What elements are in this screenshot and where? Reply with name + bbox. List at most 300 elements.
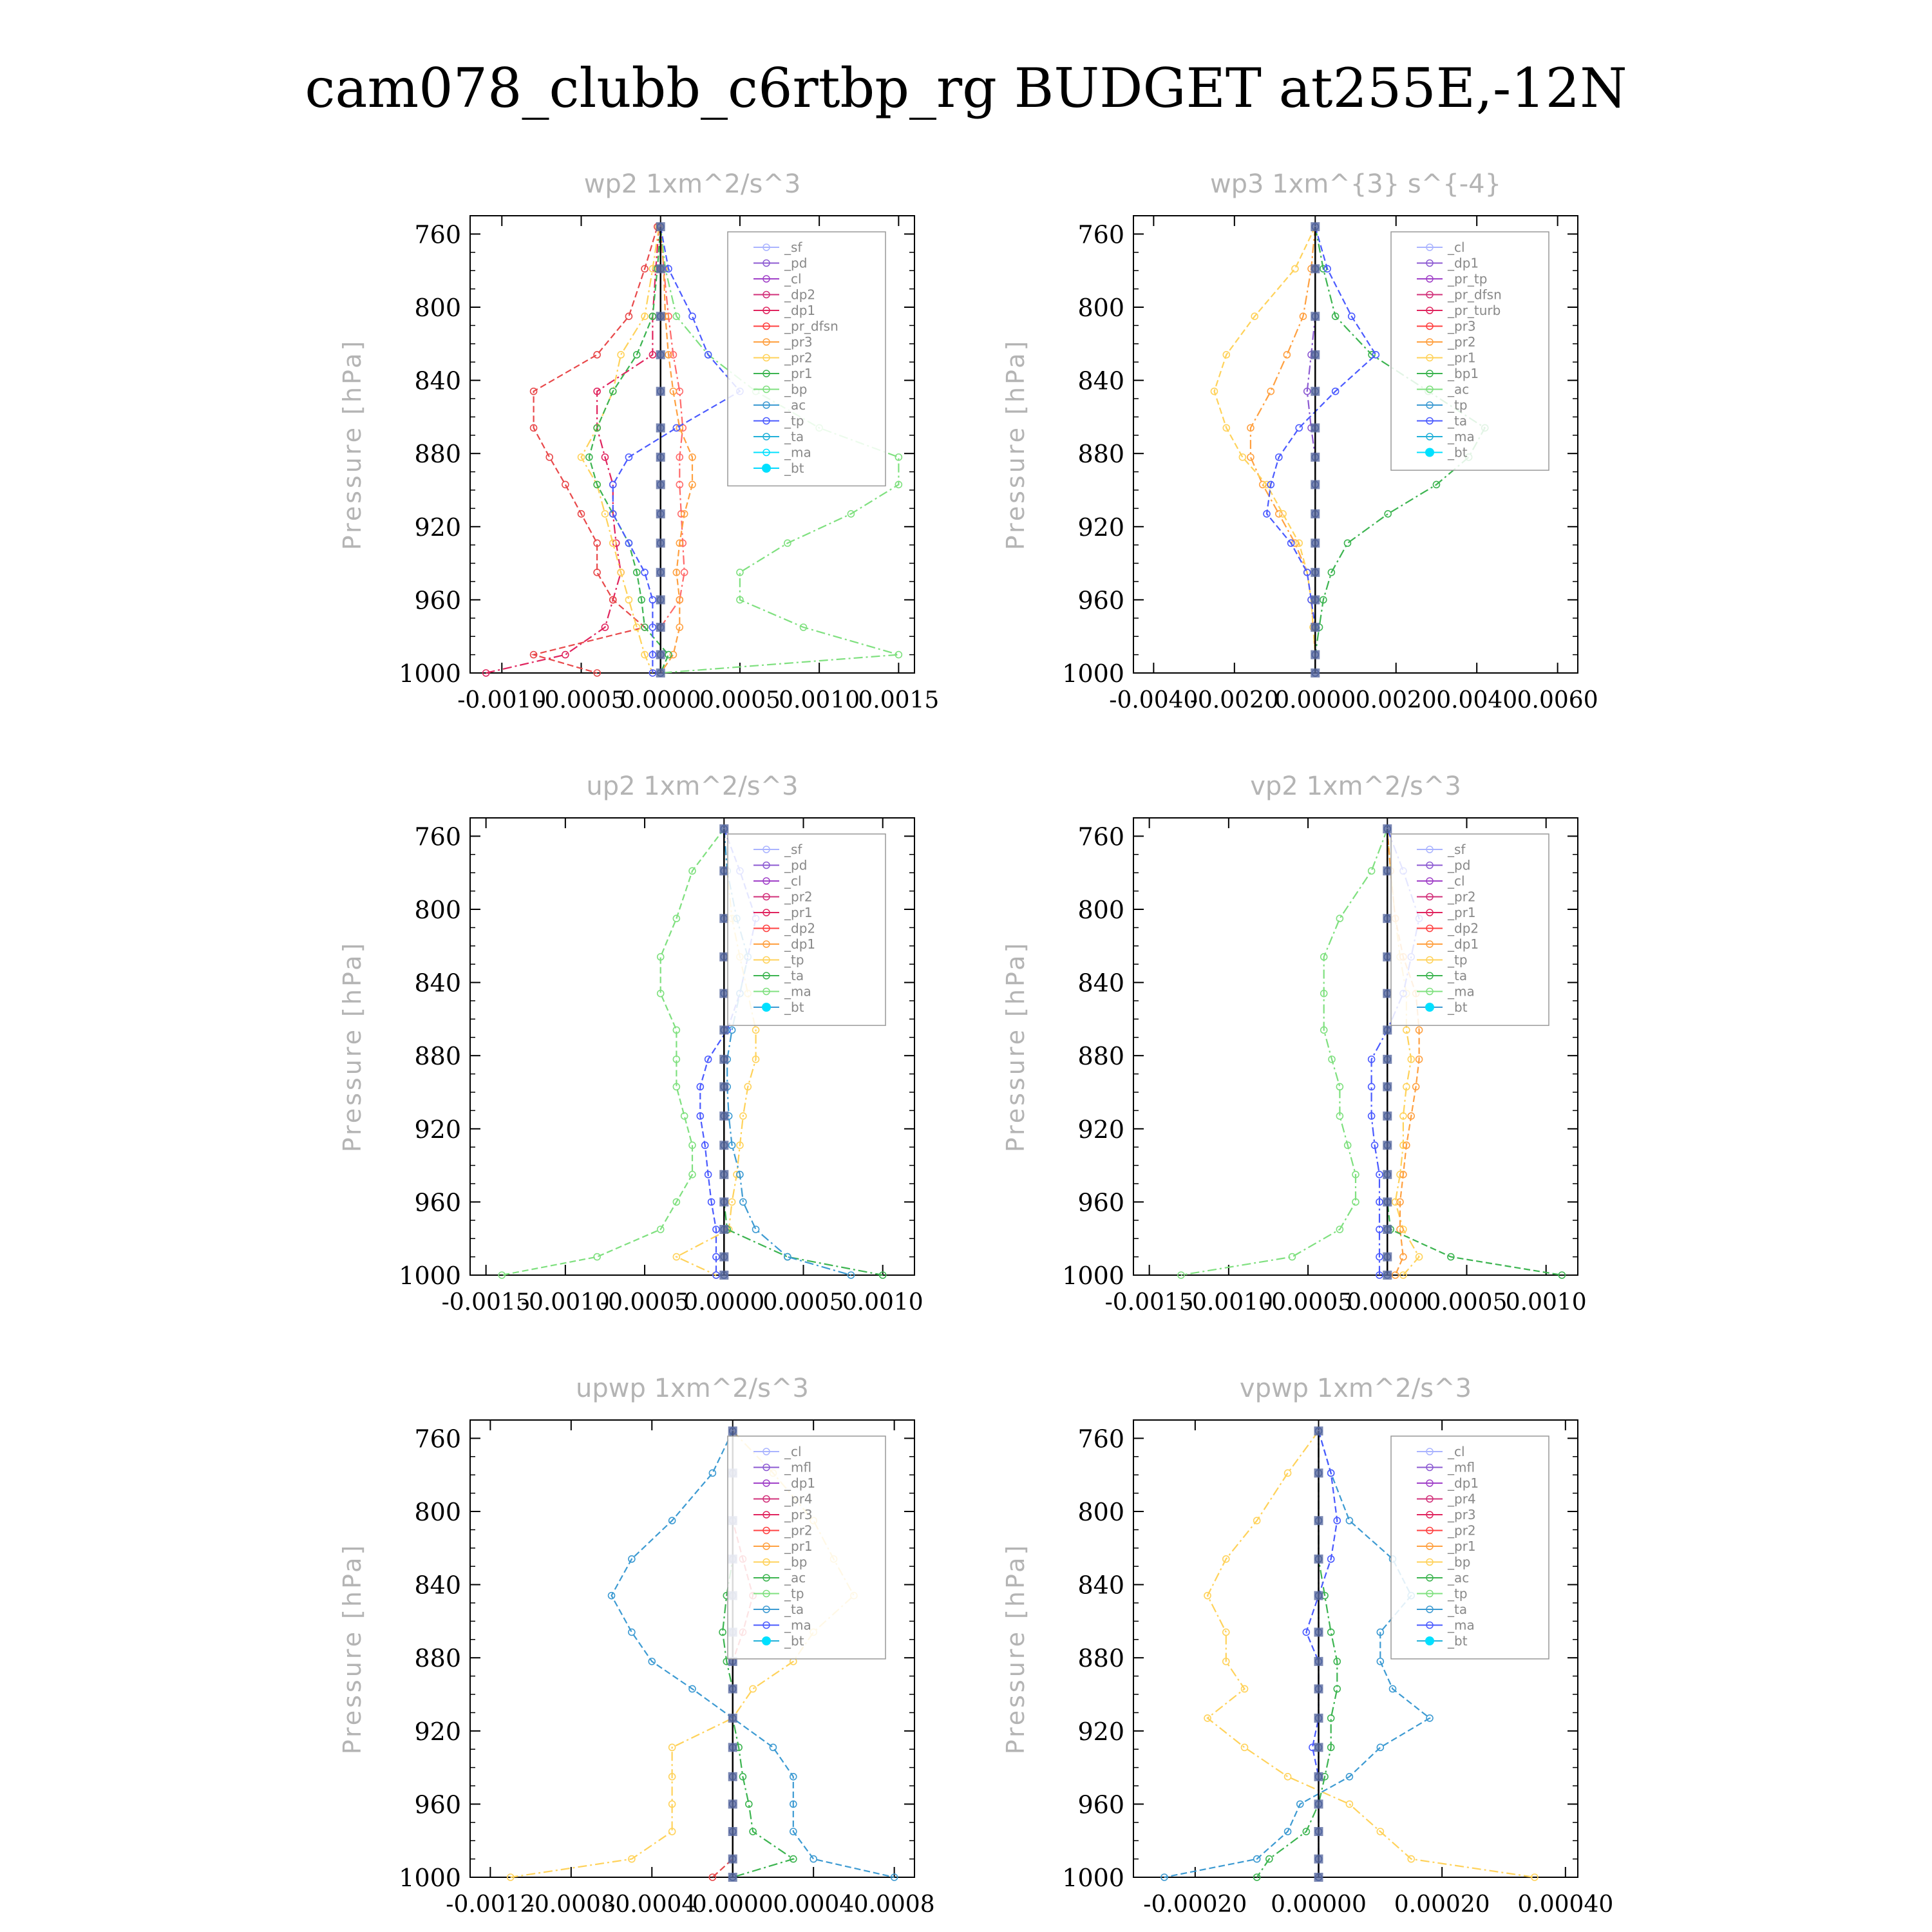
data-point xyxy=(1296,424,1302,431)
bt-marker xyxy=(1314,1873,1323,1882)
bt-marker xyxy=(719,914,728,923)
bt-marker xyxy=(719,952,728,961)
panel-title: upwp 1xm^2/s^3 xyxy=(576,1374,809,1403)
legend-label: _dp1 xyxy=(784,936,816,952)
bt-marker xyxy=(1311,480,1320,489)
bt-marker xyxy=(1311,264,1320,273)
y-tick-label: 800 xyxy=(1077,294,1124,322)
bt-marker xyxy=(1383,1197,1392,1206)
bt-marker xyxy=(656,423,665,432)
y-tick-label: 880 xyxy=(414,1644,461,1673)
legend-label: _bp xyxy=(784,381,808,397)
bt-marker xyxy=(656,453,665,462)
legend-marker xyxy=(762,1636,771,1645)
data-point xyxy=(689,313,696,319)
legend-label: _pr2 xyxy=(1448,889,1476,905)
panel-1 xyxy=(338,169,939,714)
bt-marker xyxy=(719,1025,728,1034)
bt-marker xyxy=(1311,222,1320,231)
bt-marker xyxy=(1314,1684,1323,1693)
y-tick-label: 760 xyxy=(414,1425,461,1454)
data-point xyxy=(810,1856,817,1862)
x-tick-label: 0.0000 xyxy=(1274,687,1356,714)
y-tick-label: 800 xyxy=(414,294,461,322)
legend-label: _tp xyxy=(1448,397,1468,413)
x-tick-label: -0.0040 xyxy=(1109,687,1198,714)
bt-marker xyxy=(1383,1141,1392,1150)
legend-label: _pr_dfsn xyxy=(1448,287,1502,303)
legend-label: _cl xyxy=(784,271,802,287)
bt-marker xyxy=(656,350,665,359)
y-tick-label: 840 xyxy=(414,366,461,395)
y-tick-label: 960 xyxy=(414,586,461,615)
x-tick-label: 0.00020 xyxy=(1394,1891,1490,1918)
series-line-ta xyxy=(613,227,740,673)
bt-marker xyxy=(719,1141,728,1150)
x-tick-label: -0.0015 xyxy=(1104,1289,1194,1316)
series-line-pr2 xyxy=(1251,227,1315,673)
bt-marker xyxy=(1311,387,1320,396)
bt-marker xyxy=(728,1426,737,1435)
legend-label: _ma xyxy=(784,444,811,460)
data-point xyxy=(1346,1517,1352,1524)
x-tick-label: -0.0015 xyxy=(441,1289,531,1316)
legend-label: _ta xyxy=(1448,413,1468,429)
legend-marker xyxy=(1425,1636,1434,1645)
data-point xyxy=(740,1198,746,1205)
data-point xyxy=(1242,1744,1248,1750)
legend-label: _pr1 xyxy=(1448,1539,1476,1554)
x-tick-label: 0.0008 xyxy=(853,1891,935,1918)
y-axis-label: Pressure [hPa] xyxy=(338,1542,366,1755)
bt-marker xyxy=(656,568,665,577)
y-tick-label: 960 xyxy=(414,1790,461,1819)
panel-title: vp2 1xm^2/s^3 xyxy=(1250,772,1461,801)
data-point xyxy=(709,1470,715,1476)
y-tick-label: 760 xyxy=(1077,1425,1124,1454)
y-tick-label: 760 xyxy=(414,822,461,851)
legend-label: _dp2 xyxy=(784,287,816,303)
y-tick-label: 1000 xyxy=(399,1262,461,1290)
series-line-ta xyxy=(1267,227,1376,673)
bt-marker xyxy=(1311,568,1320,577)
bt-marker xyxy=(1311,312,1320,321)
legend-label: _dp2 xyxy=(1448,920,1479,936)
legend-label: _ma xyxy=(1448,983,1475,999)
legend-label: _ma xyxy=(784,1617,811,1633)
bt-marker xyxy=(1311,423,1320,432)
legend-label: _ta xyxy=(784,429,804,444)
x-tick-label: -0.0004 xyxy=(607,1891,697,1918)
x-tick-label: 0.00000 xyxy=(1271,1891,1367,1918)
legend-label: _dp1 xyxy=(1448,936,1479,952)
bt-marker xyxy=(1311,668,1320,677)
legend-label: _pr3 xyxy=(784,334,813,350)
data-point xyxy=(1336,915,1343,922)
bt-marker xyxy=(1314,1772,1323,1781)
bt-marker xyxy=(1311,538,1320,547)
x-tick-label: 0.0010 xyxy=(842,1289,923,1316)
bt-marker xyxy=(1383,989,1392,998)
legend-label: _pd xyxy=(784,857,808,873)
y-tick-label: 920 xyxy=(1077,1115,1124,1144)
legend-label: _pr2 xyxy=(784,1522,813,1539)
y-tick-label: 920 xyxy=(414,513,461,542)
x-tick-label: 0.0020 xyxy=(1355,687,1437,714)
legend-label: _pr_tp xyxy=(1448,271,1488,287)
series-line-tp xyxy=(1164,1431,1430,1877)
bt-marker xyxy=(656,312,665,321)
bt-marker xyxy=(1383,1225,1392,1234)
legend-label: _ac xyxy=(1448,381,1470,397)
legend-label: _bt xyxy=(784,999,804,1015)
legend-label: _pr4 xyxy=(784,1491,813,1507)
legend-label: _ac xyxy=(784,397,806,413)
legend-label: _mfl xyxy=(1448,1459,1475,1475)
legend-label: _bt xyxy=(1448,1633,1468,1649)
bt-marker xyxy=(1311,650,1320,659)
bt-marker xyxy=(656,387,665,396)
bt-marker xyxy=(1383,824,1392,833)
bt-marker xyxy=(1383,952,1392,961)
series-line-bp xyxy=(589,227,668,673)
bt-marker xyxy=(1311,623,1320,632)
panel-title: wp3 1xm^{3} s^{-4} xyxy=(1209,169,1502,199)
legend-label: _pr2 xyxy=(784,350,813,366)
y-tick-label: 1000 xyxy=(1062,659,1124,688)
bt-marker xyxy=(728,1714,737,1723)
data-point xyxy=(729,1027,735,1033)
x-tick-label: 0.0005 xyxy=(762,1289,844,1316)
bt-marker xyxy=(1314,1468,1323,1477)
data-point xyxy=(618,352,624,358)
bt-marker xyxy=(1383,1271,1392,1280)
series-line-pr1 xyxy=(1215,227,1316,673)
bt-marker xyxy=(728,1799,737,1808)
x-tick-label: -0.0008 xyxy=(526,1891,616,1918)
legend-label: _pr_dfsn xyxy=(784,318,838,334)
bt-marker xyxy=(1383,1112,1392,1121)
x-tick-label: -0.00020 xyxy=(1143,1891,1247,1918)
bt-marker xyxy=(1314,1591,1323,1600)
y-tick-label: 920 xyxy=(414,1717,461,1746)
x-tick-label: 0.00040 xyxy=(1517,1891,1614,1918)
legend-label: _pr2 xyxy=(1448,1522,1476,1539)
legend-label: _pr3 xyxy=(1448,318,1476,334)
legend-marker xyxy=(1425,448,1434,457)
data-point xyxy=(562,652,569,658)
bt-marker xyxy=(1314,1426,1323,1435)
x-tick-label: 0.0010 xyxy=(1505,1289,1587,1316)
panel-5 xyxy=(338,1374,935,1918)
legend-label: _pr1 xyxy=(784,1539,813,1554)
legend-label: _bt xyxy=(784,460,804,476)
x-tick-label: 0.0060 xyxy=(1517,687,1598,714)
bt-marker xyxy=(1314,1516,1323,1525)
data-point xyxy=(1247,454,1254,460)
data-point xyxy=(1267,388,1274,395)
bt-marker xyxy=(1314,1657,1323,1666)
y-tick-label: 840 xyxy=(414,1571,461,1600)
data-point xyxy=(1344,540,1350,546)
bt-marker xyxy=(656,668,665,677)
y-tick-label: 800 xyxy=(414,896,461,924)
bt-marker xyxy=(719,1253,728,1262)
legend-label: _tp xyxy=(1448,952,1468,968)
y-axis-label: Pressure [hPa] xyxy=(1001,338,1030,551)
y-tick-label: 760 xyxy=(1077,220,1124,249)
bt-marker xyxy=(728,1873,737,1882)
y-tick-label: 920 xyxy=(1077,1717,1124,1746)
y-tick-label: 800 xyxy=(1077,1498,1124,1526)
bt-marker xyxy=(1311,350,1320,359)
x-tick-label: 0.0010 xyxy=(779,687,860,714)
legend-label: _ta xyxy=(1448,968,1468,983)
bt-marker xyxy=(656,538,665,547)
panel-3 xyxy=(338,772,923,1316)
series-line-dp1 xyxy=(534,227,658,673)
data-point xyxy=(1372,352,1379,358)
legend-label: _pr2 xyxy=(784,889,813,905)
bt-marker xyxy=(1383,1025,1392,1034)
x-tick-label: -0.0005 xyxy=(536,687,626,714)
legend-label: _tp xyxy=(784,952,804,968)
bt-marker xyxy=(1314,1627,1323,1636)
legend-label: _cl xyxy=(1448,1444,1465,1459)
bt-marker xyxy=(656,222,665,231)
legend-marker xyxy=(762,1003,771,1012)
y-tick-label: 920 xyxy=(1077,513,1124,542)
bt-marker xyxy=(728,1684,737,1693)
x-tick-label: 0.0005 xyxy=(1426,1289,1508,1316)
legend-label: _ta xyxy=(1448,1602,1468,1617)
y-tick-label: 1000 xyxy=(1062,1262,1124,1290)
legend-label: _cl xyxy=(1448,240,1465,255)
x-tick-label: 0.0040 xyxy=(1436,687,1518,714)
series-line-ta xyxy=(1306,1431,1337,1877)
legend-label: _pr3 xyxy=(1448,1507,1476,1522)
bt-marker xyxy=(1314,1743,1323,1752)
legend-label: _mfl xyxy=(784,1459,812,1475)
data-point xyxy=(1283,352,1290,358)
x-tick-label: -0.0020 xyxy=(1189,687,1279,714)
y-tick-label: 760 xyxy=(1077,822,1124,851)
figure-title: cam078_clubb_c6rtbp_rg BUDGET at255E,-12N xyxy=(305,57,1627,120)
bt-marker xyxy=(719,1112,728,1121)
legend-label: _pr1 xyxy=(1448,350,1476,366)
legend-label: _pr1 xyxy=(784,905,813,920)
bt-marker xyxy=(719,1197,728,1206)
legend-label: _bp xyxy=(784,1554,808,1570)
legend-label: _pr2 xyxy=(1448,334,1476,350)
data-point xyxy=(1280,511,1286,517)
series-line-pr3 xyxy=(661,227,692,673)
bt-marker xyxy=(719,1225,728,1234)
bt-marker xyxy=(656,650,665,659)
legend-label: _tp xyxy=(784,1586,804,1602)
bt-marker xyxy=(728,1855,737,1864)
legend-label: _pr1 xyxy=(784,366,813,381)
bt-marker xyxy=(656,595,665,604)
y-axis-label: Pressure [hPa] xyxy=(1001,940,1030,1153)
x-tick-label: 0.0000 xyxy=(620,687,701,714)
bt-marker xyxy=(1311,453,1320,462)
panel-4 xyxy=(1001,772,1587,1316)
legend-label: _dp1 xyxy=(1448,1475,1479,1491)
series-line-ac xyxy=(1257,1431,1338,1877)
panel-2 xyxy=(1001,169,1598,714)
data-point xyxy=(750,1685,756,1692)
data-point xyxy=(594,352,600,358)
data-point xyxy=(594,569,600,576)
data-point xyxy=(1368,867,1375,874)
legend-label: _bp xyxy=(1448,1554,1471,1570)
data-point xyxy=(753,1226,759,1233)
panel-title: wp2 1xm^2/s^3 xyxy=(583,169,801,199)
legend-label: _bt xyxy=(1448,444,1468,460)
legend-label: _dp1 xyxy=(784,1475,816,1491)
x-tick-label: -0.0010 xyxy=(457,687,547,714)
legend-label: _pd xyxy=(784,255,808,271)
x-tick-label: -0.0012 xyxy=(446,1891,535,1918)
panel-6 xyxy=(1001,1374,1613,1918)
legend-label: _pr1 xyxy=(1448,905,1476,920)
data-point xyxy=(562,481,569,488)
y-tick-label: 840 xyxy=(1077,969,1124,998)
legend-label: _dp2 xyxy=(784,920,816,936)
bt-marker xyxy=(728,1772,737,1781)
bt-marker xyxy=(1383,1055,1392,1064)
legend-label: _ma xyxy=(1448,429,1475,444)
x-tick-label: 0.0015 xyxy=(858,687,940,714)
y-tick-label: 1000 xyxy=(399,1864,461,1892)
data-point xyxy=(546,454,553,460)
y-tick-label: 840 xyxy=(1077,1571,1124,1600)
bt-marker xyxy=(719,1170,728,1179)
y-tick-label: 880 xyxy=(414,440,461,469)
bt-marker xyxy=(1314,1555,1323,1564)
y-tick-label: 880 xyxy=(414,1042,461,1071)
legend-label: _ac xyxy=(784,1570,806,1586)
y-tick-label: 960 xyxy=(1077,586,1124,615)
legend-label: _cl xyxy=(784,873,802,889)
data-point xyxy=(770,1744,776,1750)
y-tick-label: 840 xyxy=(414,969,461,998)
y-tick-label: 960 xyxy=(414,1188,461,1217)
legend-label: _pr3 xyxy=(784,1507,813,1522)
bt-marker xyxy=(1383,1082,1392,1091)
legend-marker xyxy=(1425,1003,1434,1012)
y-tick-label: 960 xyxy=(1077,1790,1124,1819)
bt-marker xyxy=(1314,1855,1323,1864)
panel-title: up2 1xm^2/s^3 xyxy=(586,772,799,801)
y-tick-label: 880 xyxy=(1077,1042,1124,1071)
y-tick-label: 1000 xyxy=(399,659,461,688)
bt-marker xyxy=(719,1082,728,1091)
bt-marker xyxy=(1311,595,1320,604)
legend-label: _sf xyxy=(1448,842,1466,857)
bt-marker xyxy=(728,1743,737,1752)
bt-marker xyxy=(1383,866,1392,875)
data-point xyxy=(1285,1774,1291,1780)
bt-marker xyxy=(719,866,728,875)
bt-marker xyxy=(719,1055,728,1064)
x-tick-label: -0.0005 xyxy=(1264,1289,1353,1316)
y-tick-label: 960 xyxy=(1077,1188,1124,1217)
bt-marker xyxy=(1311,509,1320,518)
bt-marker xyxy=(719,1271,728,1280)
y-tick-label: 1000 xyxy=(1062,1864,1124,1892)
y-tick-label: 920 xyxy=(414,1115,461,1144)
data-point xyxy=(1385,511,1391,517)
bt-marker xyxy=(656,264,665,273)
bt-marker xyxy=(1314,1827,1323,1836)
legend-label: _pr4 xyxy=(1448,1491,1476,1507)
x-tick-label: 0.0000 xyxy=(1347,1289,1428,1316)
legend-label: _bp1 xyxy=(1448,366,1479,381)
legend-label: _cl xyxy=(1448,873,1465,889)
data-point xyxy=(594,1254,600,1260)
legend-label: _pd xyxy=(1448,857,1471,873)
data-point xyxy=(629,1629,635,1635)
bt-marker xyxy=(1314,1799,1323,1808)
legend-label: _dp1 xyxy=(784,303,816,318)
bt-marker xyxy=(1314,1714,1323,1723)
y-tick-label: 840 xyxy=(1077,366,1124,395)
panel-title: vpwp 1xm^2/s^3 xyxy=(1239,1374,1472,1403)
data-point xyxy=(665,652,672,658)
legend-label: _ma xyxy=(1448,1617,1475,1633)
legend-label: _bt xyxy=(784,1633,804,1649)
legend-label: _pr_turb xyxy=(1448,303,1501,318)
y-tick-label: 880 xyxy=(1077,440,1124,469)
y-axis-label: Pressure [hPa] xyxy=(338,338,366,551)
y-axis-label: Pressure [hPa] xyxy=(1001,1542,1030,1755)
bt-marker xyxy=(1383,914,1392,923)
legend-label: _ta xyxy=(784,1602,804,1617)
y-tick-label: 760 xyxy=(414,220,461,249)
legend-label: _dp1 xyxy=(1448,255,1479,271)
series-line-dp1 xyxy=(1181,829,1387,1275)
bt-marker xyxy=(656,623,665,632)
x-tick-label: -0.0005 xyxy=(600,1289,690,1316)
bt-marker xyxy=(728,1827,737,1836)
bt-marker xyxy=(719,989,728,998)
x-tick-label: 0.0004 xyxy=(773,1891,855,1918)
data-point xyxy=(1377,1744,1383,1750)
series-line-dp2 xyxy=(486,227,659,673)
legend-label: _sf xyxy=(784,240,802,255)
x-tick-label: -0.0010 xyxy=(520,1289,610,1316)
legend-label: _bt xyxy=(1448,999,1468,1015)
legend-marker xyxy=(762,464,771,473)
bt-marker xyxy=(719,824,728,833)
bt-marker xyxy=(1383,1170,1392,1179)
legend-label: _sf xyxy=(784,842,802,857)
legend-label: _ta xyxy=(784,968,804,983)
x-tick-label: -0.0010 xyxy=(1184,1289,1273,1316)
bt-marker xyxy=(1383,1253,1392,1262)
legend-label: _ac xyxy=(1448,1570,1470,1586)
x-tick-label: 0.0000 xyxy=(683,1289,765,1316)
series-line-dp1 xyxy=(502,829,724,1275)
legend-label: _cl xyxy=(784,1444,802,1459)
data-point xyxy=(1292,265,1298,272)
y-axis-label: Pressure [hPa] xyxy=(338,940,366,1153)
bt-marker xyxy=(656,509,665,518)
legend-label: _tp xyxy=(784,413,804,429)
bt-marker xyxy=(656,480,665,489)
